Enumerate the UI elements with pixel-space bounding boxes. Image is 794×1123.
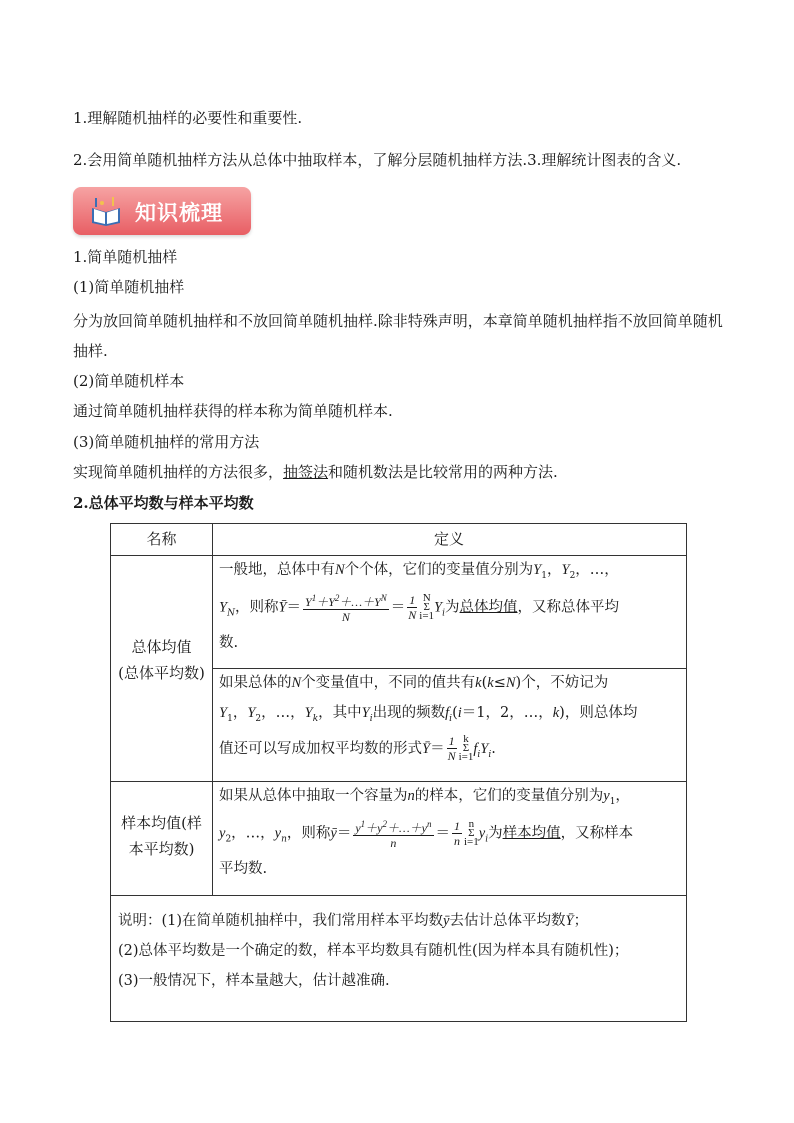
- banner-title: 知识梳理: [135, 201, 223, 225]
- book-icon: [89, 196, 123, 226]
- section-2-heading: 2.总体平均数与样本平均数: [73, 494, 254, 512]
- table-notes: 说明：(1)在简单随机抽样中，我们常用样本平均数ȳ去估计总体平均数Ȳ； (2)总体平均数是一个确定的数，样本平均数具有随机性(因为样本具有随机性)； (3)一般情况下，样本量越大，估计越准确.: [118, 913, 629, 989]
- weighted-mean-definition: 如果总体的N个变量值中，不同的值共有k(k≤N)个，不妨记为 $Y_1$，$Y_2$，…，$Y_k$，其中$Y_i$出现的频数$f_i(i=1$，2，…，k)，则总体均 值还可以写成加权平均数的形式Ȳ＝ $\frac{1}{N}$ k Σ $i=1f_iY_i$.: [219, 675, 638, 764]
- subheading-3: (3)简单随机抽样的常用方法: [73, 433, 260, 451]
- objective-1: 1.理解随机抽样的必要性和重要性.: [73, 109, 303, 127]
- sample-mean-label: 样本均值(样 本平均数): [121, 814, 202, 858]
- population-mean-label: 总体均值 (总体平均数): [118, 638, 205, 682]
- section-1-heading: 1.简单随机抽样: [73, 248, 178, 266]
- header-name: 名称: [146, 530, 177, 548]
- lottery-method-term: 抽签法: [283, 463, 329, 481]
- sample-mean-term: 样本均值: [502, 825, 561, 842]
- objective-2: 2.会用简单随机抽样方法从总体中抽取样本，了解分层随机抽样方法.3.理解统计图表的含义.: [73, 151, 682, 169]
- mean-definition-table: [110, 523, 687, 1022]
- section-banner: [73, 187, 251, 235]
- header-definition: 定义: [433, 530, 464, 548]
- paragraph-3: [73, 462, 558, 482]
- subheading-2: (2)简单随机样本: [73, 372, 185, 390]
- paragraph-1: 分为放回简单随机抽样和不放回简单随机抽样.除非特殊声明，本章简单随机抽样指不放回简单随机抽样.: [73, 312, 723, 360]
- population-mean-definition: 一般地，总体中有N个个体，它们的变量值分别为$Y_1$，$Y_2$，…， $Y_N$，则称Ȳ＝ $\frac{Y^1+Y^2+\dots+Y^N}{N}$ ＝ $\frac{1}{N}$ N Σ $i=1Y_i$为总体均值，又称总体平均 数.: [219, 562, 620, 652]
- subheading-1: (1)简单随机抽样: [73, 278, 185, 296]
- paragraph-3-text-a: 实现简单随机抽样的方法很多，: [73, 463, 284, 481]
- paragraph-2: 通过简单随机抽样获得的样本称为简单随机样本.: [73, 402, 393, 420]
- sample-mean-definition: 如果从总体中抽取一个容量为n的样本，它们的变量值分别为$y_1$， $y_2$，…，$y_n$，则称ȳ＝ $\frac{y^1+y^2+\dots+y^n}{n}$ ＝ $\frac{1}{n}$ n Σ $i=1y_i$为样本均值，又称样本 平均数.: [219, 788, 634, 878]
- population-mean-term: 总体均值: [459, 599, 518, 616]
- paragraph-3-text-b: 和随机数法是比较常用的两种方法.: [328, 463, 558, 481]
